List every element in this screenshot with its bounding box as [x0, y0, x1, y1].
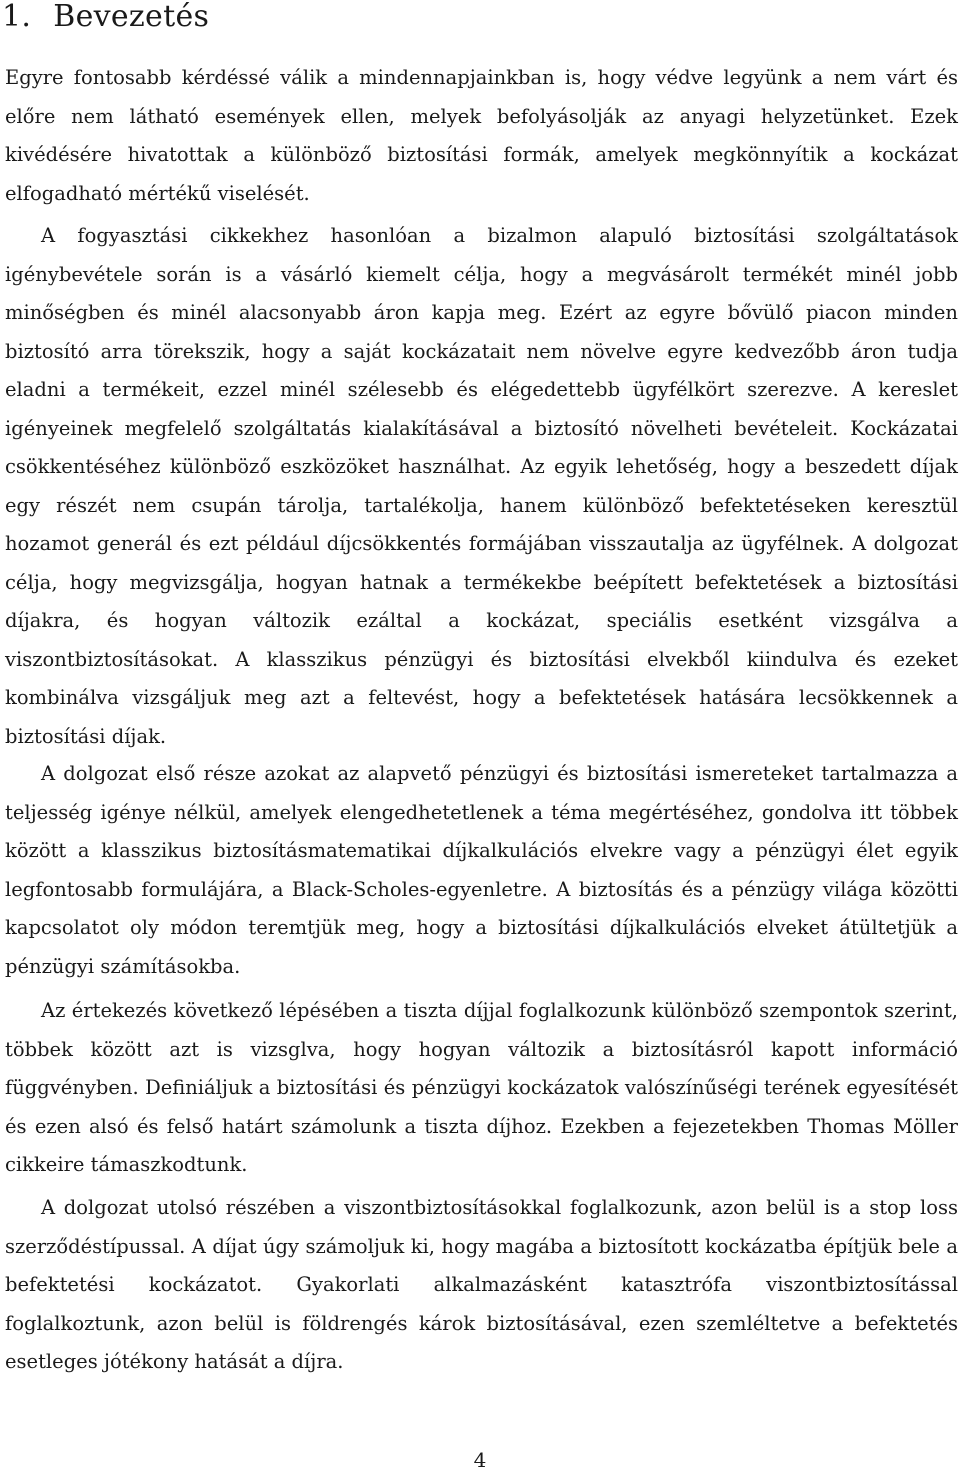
section-number: 1.	[2, 0, 32, 34]
section-heading	[2, 0, 209, 34]
section-title: Bevezetés	[53, 0, 210, 34]
paragraph-first-part: A dolgozat első része azokat az alapvető pénzügyi és biztosítási ismereteket tartalmazza a teljesség igénye nélkül, amelyek elengedhetetlenek a téma megértéséhez, gondolva itt többek között a klasszikus biztosításmatematikai díjkalkulációs elvekre vagy a pénzügyi élet egyik legfontosabb formulájára, a Black-Scholes-egyenletre. A biztosítás és a pénzügy világa közötti kapcsolatot oly módon teremtjük meg, hogy a biztosítási díjkalkulációs elveket átültetjük a pénzügyi számításokba.	[5, 762, 958, 978]
paragraph-next-step: Az értekezés következő lépésében a tiszta díjjal foglalkozunk különböző szempontok szerint, többek között azt is vizsglva, hogy hogyan változik a biztosításról kapott információ függvényben. Definiáljuk a biztosítási és pénzügyi kockázatok valószínűségi terének egyesítését és ezen alsó és felső határt számolunk a tiszta díjhoz. Ezekben a fejezetekben Thomas Möller cikkeire támaszkodtunk.	[5, 999, 958, 1176]
paragraph-intro: Egyre fontosabb kérdéssé válik a mindennapjainkban is, hogy védve legyünk a nem várt és előre nem látható események ellen, melyek befolyásolják az anyagi helyzetünket. Ezek kivédésére hivatottak a különböző biztosítási formák, amelyek megkönnyítik a kockázat elfogadható mértékű viselését.	[5, 66, 958, 205]
paragraph-last-part: A dolgozat utolsó részében a viszontbiztosításokkal foglalkozunk, azon belül is a stop loss szerződéstípussal. A díjat úgy számoljuk ki, hogy magába a biztosított kockázatba építjük bele a befektetési kockázatot. Gyakorlati alkalmazásként katasztrófa viszontbiztosítással foglalkoztunk, azon belül is földrengés károk biztosításával, ezen szemléltetve a befektetés esetleges jótékony hatását a díjra.	[5, 1196, 958, 1373]
paragraph-motivation: A fogyasztási cikkekhez hasonlóan a bizalmon alapuló biztosítási szolgáltatások igénybevétele során is a vásárló kiemelt célja, hogy a megvásárolt termékét minél jobb minőségben és minél alacsonyabb áron kapja meg. Ezért az egyre bővülő piacon minden biztosító arra törekszik, hogy a saját kockázatait nem növelve egyre kedvezőbb áron tudja eladni a termékeit, ezzel minél szélesebb és elégedettebb ügyfélkört szerezve. A kereslet igényeinek megfelelő szolgáltatás kialakításával a biztosító növelheti bevételeit. Kockázatai csökkentéséhez különböző eszközöket használhat. Az egyik lehetőség, hogy a beszedett díjak egy részét nem csupán tárolja, tartalékolja, hanem különböző befektetéseken keresztül hozamot generál és ezt például díjcsökkentés formájában visszautalja az ügyfélnek. A dolgozat célja, hogy megvizsgálja, hogyan hatnak a termékekbe beépített befektetések a biztosítási díjakra, és hogyan változik ezáltal a kockázat, speciális esetként vizsgálva a viszontbiztosításokat. A klasszikus pénzügyi és biztosítási elvekből kiindulva és ezeket kombinálva vizsgáljuk meg azt a feltevést, hogy a befektetések hatására lecsökkennek a biztosítási díjak.	[5, 224, 958, 748]
page-number: 4	[473, 1448, 487, 1472]
